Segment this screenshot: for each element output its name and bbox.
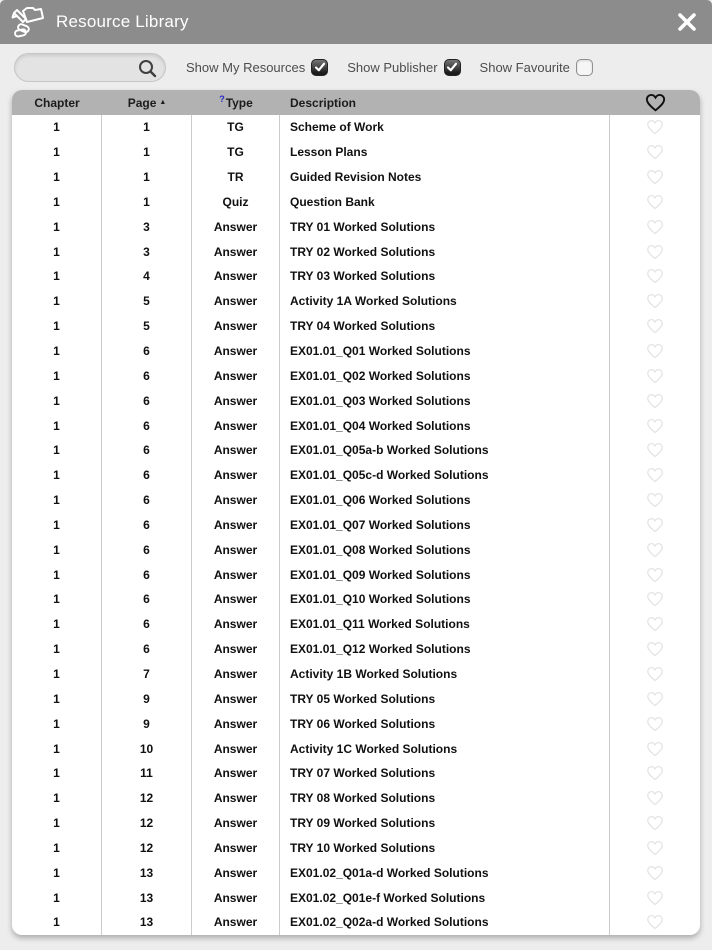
favourite-heart-icon[interactable] (646, 716, 664, 732)
cell-page: 11 (102, 761, 192, 786)
filter-checkboxes (186, 59, 612, 76)
cell-page: 6 (102, 463, 192, 488)
table-row[interactable] (12, 438, 700, 463)
cell-page: 1 (102, 190, 192, 215)
cell-description: EX01.01_Q11 Worked Solutions (280, 612, 610, 637)
table-row[interactable] (12, 388, 700, 413)
cell-chapter: 1 (12, 339, 102, 364)
cell-page: 1 (102, 140, 192, 165)
cell-chapter: 1 (12, 190, 102, 215)
cell-type: Answer (192, 413, 280, 438)
search-field-wrap (14, 53, 166, 82)
resource-library-icon (10, 5, 44, 39)
cell-favourite (610, 711, 700, 736)
favourite-heart-icon[interactable] (646, 815, 664, 831)
cell-type: TR (192, 165, 280, 190)
cell-chapter: 1 (12, 388, 102, 413)
favourite-heart-icon[interactable] (646, 666, 664, 682)
cell-description: EX01.01_Q12 Worked Solutions (280, 637, 610, 662)
cell-type: Answer (192, 686, 280, 711)
close-icon[interactable] (674, 9, 700, 35)
cell-type: TG (192, 115, 280, 140)
filter-show-my-resources[interactable] (186, 59, 328, 76)
cell-description: EX01.01_Q01 Worked Solutions (280, 339, 610, 364)
cell-page: 4 (102, 264, 192, 289)
cell-chapter: 1 (12, 115, 102, 140)
cell-type: Answer (192, 388, 280, 413)
cell-chapter: 1 (12, 612, 102, 637)
cell-type: Answer (192, 761, 280, 786)
table-row[interactable] (12, 910, 700, 935)
favourite-heart-icon[interactable] (646, 318, 664, 334)
favourite-heart-icon[interactable] (646, 442, 664, 458)
cell-type: Answer (192, 562, 280, 587)
cell-type: Answer (192, 363, 280, 388)
favourite-heart-icon[interactable] (646, 890, 664, 906)
cell-favourite (610, 736, 700, 761)
cell-favourite (610, 885, 700, 910)
cell-favourite (610, 786, 700, 811)
cell-type: Answer (192, 835, 280, 860)
cell-page: 13 (102, 860, 192, 885)
cell-favourite (610, 165, 700, 190)
column-header-chapter[interactable] (12, 96, 102, 110)
cell-chapter: 1 (12, 413, 102, 438)
cell-type: Answer (192, 910, 280, 935)
cell-description: TRY 07 Worked Solutions (280, 761, 610, 786)
show-my-resources-checkbox[interactable] (311, 59, 328, 76)
column-header-favourite[interactable] (610, 93, 700, 112)
cell-description: Activity 1B Worked Solutions (280, 662, 610, 687)
cell-description: TRY 09 Worked Solutions (280, 811, 610, 836)
favourite-heart-icon[interactable] (646, 393, 664, 409)
cell-favourite (610, 662, 700, 687)
cell-type: Answer (192, 811, 280, 836)
favourite-heart-icon[interactable] (646, 865, 664, 881)
table-row[interactable] (12, 140, 700, 165)
cell-favourite (610, 339, 700, 364)
cell-type: TG (192, 140, 280, 165)
cell-chapter: 1 (12, 289, 102, 314)
cell-description: EX01.01_Q06 Worked Solutions (280, 488, 610, 513)
cell-chapter: 1 (12, 860, 102, 885)
cell-favourite (610, 860, 700, 885)
cell-type: Answer (192, 711, 280, 736)
cell-chapter: 1 (12, 438, 102, 463)
table-row[interactable] (12, 513, 700, 538)
column-header-page[interactable] (102, 96, 192, 110)
cell-chapter: 1 (12, 637, 102, 662)
cell-type: Answer (192, 488, 280, 513)
table-row[interactable] (12, 165, 700, 190)
cell-page: 6 (102, 612, 192, 637)
cell-page: 5 (102, 314, 192, 339)
cell-chapter: 1 (12, 686, 102, 711)
favourite-heart-icon[interactable] (646, 741, 664, 757)
window-title: Resource Library (56, 12, 189, 31)
cell-page: 6 (102, 637, 192, 662)
cell-type: Answer (192, 463, 280, 488)
table-row[interactable] (12, 761, 700, 786)
cell-type: Answer (192, 612, 280, 637)
table-row[interactable] (12, 835, 700, 860)
cell-favourite (610, 289, 700, 314)
filter-show-publisher[interactable] (347, 59, 460, 76)
cell-favourite (610, 686, 700, 711)
cell-type: Quiz (192, 190, 280, 215)
cell-description: Lesson Plans (280, 140, 610, 165)
cell-chapter: 1 (12, 662, 102, 687)
cell-favourite (610, 115, 700, 140)
favourite-heart-icon[interactable] (646, 616, 664, 632)
table-row[interactable] (12, 662, 700, 687)
cell-description: EX01.01_Q10 Worked Solutions (280, 587, 610, 612)
favourite-heart-icon[interactable] (646, 219, 664, 235)
cell-favourite (610, 761, 700, 786)
table-header (12, 90, 700, 115)
cell-type: Answer (192, 314, 280, 339)
table-row[interactable] (12, 463, 700, 488)
cell-page: 13 (102, 885, 192, 910)
cell-type: Answer (192, 885, 280, 910)
favourite-heart-icon[interactable] (646, 119, 664, 135)
cell-description: EX01.01_Q05a-b Worked Solutions (280, 438, 610, 463)
favourite-heart-icon[interactable] (646, 169, 664, 185)
cell-chapter: 1 (12, 885, 102, 910)
cell-page: 6 (102, 438, 192, 463)
cell-chapter: 1 (12, 463, 102, 488)
filter-show-favourite[interactable] (480, 59, 593, 76)
cell-favourite (610, 438, 700, 463)
cell-page: 6 (102, 513, 192, 538)
favourite-heart-icon[interactable] (646, 343, 664, 359)
cell-favourite (610, 214, 700, 239)
cell-type: Answer (192, 214, 280, 239)
cell-type: Answer (192, 339, 280, 364)
favourite-heart-icon[interactable] (646, 765, 664, 781)
cell-description: EX01.01_Q03 Worked Solutions (280, 388, 610, 413)
cell-description: Activity 1A Worked Solutions (280, 289, 610, 314)
cell-chapter: 1 (12, 835, 102, 860)
cell-page: 1 (102, 115, 192, 140)
favourite-heart-icon[interactable] (646, 293, 664, 309)
table-row[interactable] (12, 488, 700, 513)
cell-favourite (610, 587, 700, 612)
cell-chapter: 1 (12, 736, 102, 761)
table-row[interactable] (12, 537, 700, 562)
table-row[interactable] (12, 612, 700, 637)
table-row[interactable] (12, 562, 700, 587)
cell-page: 6 (102, 587, 192, 612)
cell-description: Scheme of Work (280, 115, 610, 140)
cell-favourite (610, 537, 700, 562)
cell-type: Answer (192, 662, 280, 687)
favourite-heart-icon[interactable] (646, 914, 664, 930)
table-row[interactable] (12, 289, 700, 314)
column-header-type[interactable] (192, 93, 280, 110)
table-row[interactable] (12, 811, 700, 836)
cell-page: 12 (102, 786, 192, 811)
cell-type: Answer (192, 239, 280, 264)
cell-page: 6 (102, 537, 192, 562)
cell-chapter: 1 (12, 363, 102, 388)
table-row[interactable] (12, 239, 700, 264)
table-row[interactable] (12, 190, 700, 215)
chapter-header-label: Chapter (34, 95, 80, 110)
favourite-heart-icon[interactable] (646, 517, 664, 533)
cell-description: TRY 01 Worked Solutions (280, 214, 610, 239)
favourite-heart-icon[interactable] (646, 368, 664, 384)
cell-favourite (610, 562, 700, 587)
cell-chapter: 1 (12, 214, 102, 239)
description-header-label: Description (290, 95, 357, 110)
cell-chapter: 1 (12, 786, 102, 811)
cell-favourite (610, 140, 700, 165)
table-row[interactable] (12, 885, 700, 910)
cell-description: TRY 03 Worked Solutions (280, 264, 610, 289)
favourite-heart-icon[interactable] (646, 840, 664, 856)
cell-chapter: 1 (12, 165, 102, 190)
cell-favourite (610, 314, 700, 339)
cell-description: EX01.02_Q01a-d Worked Solutions (280, 860, 610, 885)
favourite-heart-icon[interactable] (646, 467, 664, 483)
cell-page: 10 (102, 736, 192, 761)
favourite-header-heart-icon (645, 93, 666, 112)
cell-favourite (610, 264, 700, 289)
table-row[interactable] (12, 115, 700, 140)
type-header-label: Type (225, 95, 253, 110)
cell-page: 3 (102, 214, 192, 239)
cell-chapter: 1 (12, 239, 102, 264)
cell-chapter: 1 (12, 587, 102, 612)
filter-label: Show Publisher (347, 59, 438, 75)
cell-page: 6 (102, 363, 192, 388)
sort-ascending-icon: ▲ (159, 99, 167, 106)
table-row[interactable] (12, 413, 700, 438)
cell-favourite (610, 811, 700, 836)
cell-favourite (610, 637, 700, 662)
cell-favourite (610, 413, 700, 438)
favourite-heart-icon[interactable] (646, 591, 664, 607)
table-row[interactable] (12, 264, 700, 289)
cell-page: 12 (102, 835, 192, 860)
cell-page: 6 (102, 488, 192, 513)
toolbar (0, 44, 712, 90)
titlebar (0, 0, 712, 44)
cell-favourite (610, 835, 700, 860)
page-header-label: Page (127, 95, 157, 110)
table-row[interactable] (12, 314, 700, 339)
favourite-heart-icon[interactable] (646, 418, 664, 434)
filter-label: Show Favourite (479, 59, 570, 75)
table-row[interactable] (12, 860, 700, 885)
cell-favourite (610, 513, 700, 538)
cell-description: EX01.01_Q02 Worked Solutions (280, 363, 610, 388)
cell-favourite (610, 910, 700, 935)
cell-favourite (610, 190, 700, 215)
filter-label: Show My Resources (186, 59, 306, 75)
type-help-icon[interactable]: ? (219, 93, 225, 104)
cell-type: Answer (192, 736, 280, 761)
cell-chapter: 1 (12, 711, 102, 736)
favourite-heart-icon[interactable] (646, 542, 664, 558)
cell-page: 5 (102, 289, 192, 314)
favourite-heart-icon[interactable] (646, 244, 664, 260)
cell-favourite (610, 239, 700, 264)
cell-page: 6 (102, 388, 192, 413)
table-row[interactable] (12, 587, 700, 612)
cell-chapter: 1 (12, 562, 102, 587)
cell-page: 6 (102, 562, 192, 587)
table-row[interactable] (12, 736, 700, 761)
cell-favourite (610, 612, 700, 637)
cell-page: 6 (102, 413, 192, 438)
favourite-heart-icon[interactable] (646, 790, 664, 806)
cell-type: Answer (192, 637, 280, 662)
cell-favourite (610, 488, 700, 513)
cell-description: EX01.01_Q07 Worked Solutions (280, 513, 610, 538)
table-row[interactable] (12, 711, 700, 736)
cell-chapter: 1 (12, 314, 102, 339)
cell-description: Activity 1C Worked Solutions (280, 736, 610, 761)
show-publisher-checkbox[interactable] (444, 59, 461, 76)
favourite-heart-icon[interactable] (646, 567, 664, 583)
cell-page: 12 (102, 811, 192, 836)
cell-chapter: 1 (12, 910, 102, 935)
cell-description: TRY 08 Worked Solutions (280, 786, 610, 811)
cell-description: Guided Revision Notes (280, 165, 610, 190)
cell-description: EX01.01_Q04 Worked Solutions (280, 413, 610, 438)
cell-description: EX01.01_Q05c-d Worked Solutions (280, 463, 610, 488)
cell-page: 6 (102, 339, 192, 364)
cell-description: TRY 04 Worked Solutions (280, 314, 610, 339)
cell-type: Answer (192, 537, 280, 562)
cell-type: Answer (192, 513, 280, 538)
cell-description: EX01.02_Q01e-f Worked Solutions (280, 885, 610, 910)
favourite-heart-icon[interactable] (646, 144, 664, 160)
resource-table-panel (12, 90, 700, 935)
cell-type: Answer (192, 289, 280, 314)
cell-description: TRY 06 Worked Solutions (280, 711, 610, 736)
cell-type: Answer (192, 438, 280, 463)
cell-chapter: 1 (12, 488, 102, 513)
favourite-heart-icon[interactable] (646, 691, 664, 707)
cell-favourite (610, 463, 700, 488)
cell-type: Answer (192, 264, 280, 289)
cell-favourite (610, 388, 700, 413)
cell-description: EX01.01_Q08 Worked Solutions (280, 537, 610, 562)
cell-chapter: 1 (12, 140, 102, 165)
cell-type: Answer (192, 786, 280, 811)
cell-description: Question Bank (280, 190, 610, 215)
table-body (12, 115, 700, 935)
cell-chapter: 1 (12, 761, 102, 786)
favourite-heart-icon[interactable] (646, 492, 664, 508)
cell-page: 1 (102, 165, 192, 190)
cell-chapter: 1 (12, 264, 102, 289)
cell-description: TRY 02 Worked Solutions (280, 239, 610, 264)
table-row[interactable] (12, 339, 700, 364)
cell-description: TRY 10 Worked Solutions (280, 835, 610, 860)
column-header-description[interactable] (280, 96, 610, 110)
table-row[interactable] (12, 637, 700, 662)
favourite-heart-icon[interactable] (646, 268, 664, 284)
table-row[interactable] (12, 214, 700, 239)
table-row[interactable] (12, 363, 700, 388)
cell-page: 3 (102, 239, 192, 264)
cell-type: Answer (192, 587, 280, 612)
cell-page: 9 (102, 686, 192, 711)
cell-chapter: 1 (12, 811, 102, 836)
cell-page: 13 (102, 910, 192, 935)
table-row[interactable] (12, 686, 700, 711)
cell-page: 9 (102, 711, 192, 736)
cell-type: Answer (192, 860, 280, 885)
cell-description: EX01.01_Q09 Worked Solutions (280, 562, 610, 587)
cell-chapter: 1 (12, 537, 102, 562)
table-row[interactable] (12, 786, 700, 811)
favourite-heart-icon[interactable] (646, 194, 664, 210)
cell-chapter: 1 (12, 513, 102, 538)
cell-page: 7 (102, 662, 192, 687)
favourite-heart-icon[interactable] (646, 641, 664, 657)
show-favourite-checkbox[interactable] (576, 59, 593, 76)
cell-description: EX01.02_Q02a-d Worked Solutions (280, 910, 610, 935)
cell-favourite (610, 363, 700, 388)
cell-description: TRY 05 Worked Solutions (280, 686, 610, 711)
search-icon[interactable] (137, 58, 158, 84)
